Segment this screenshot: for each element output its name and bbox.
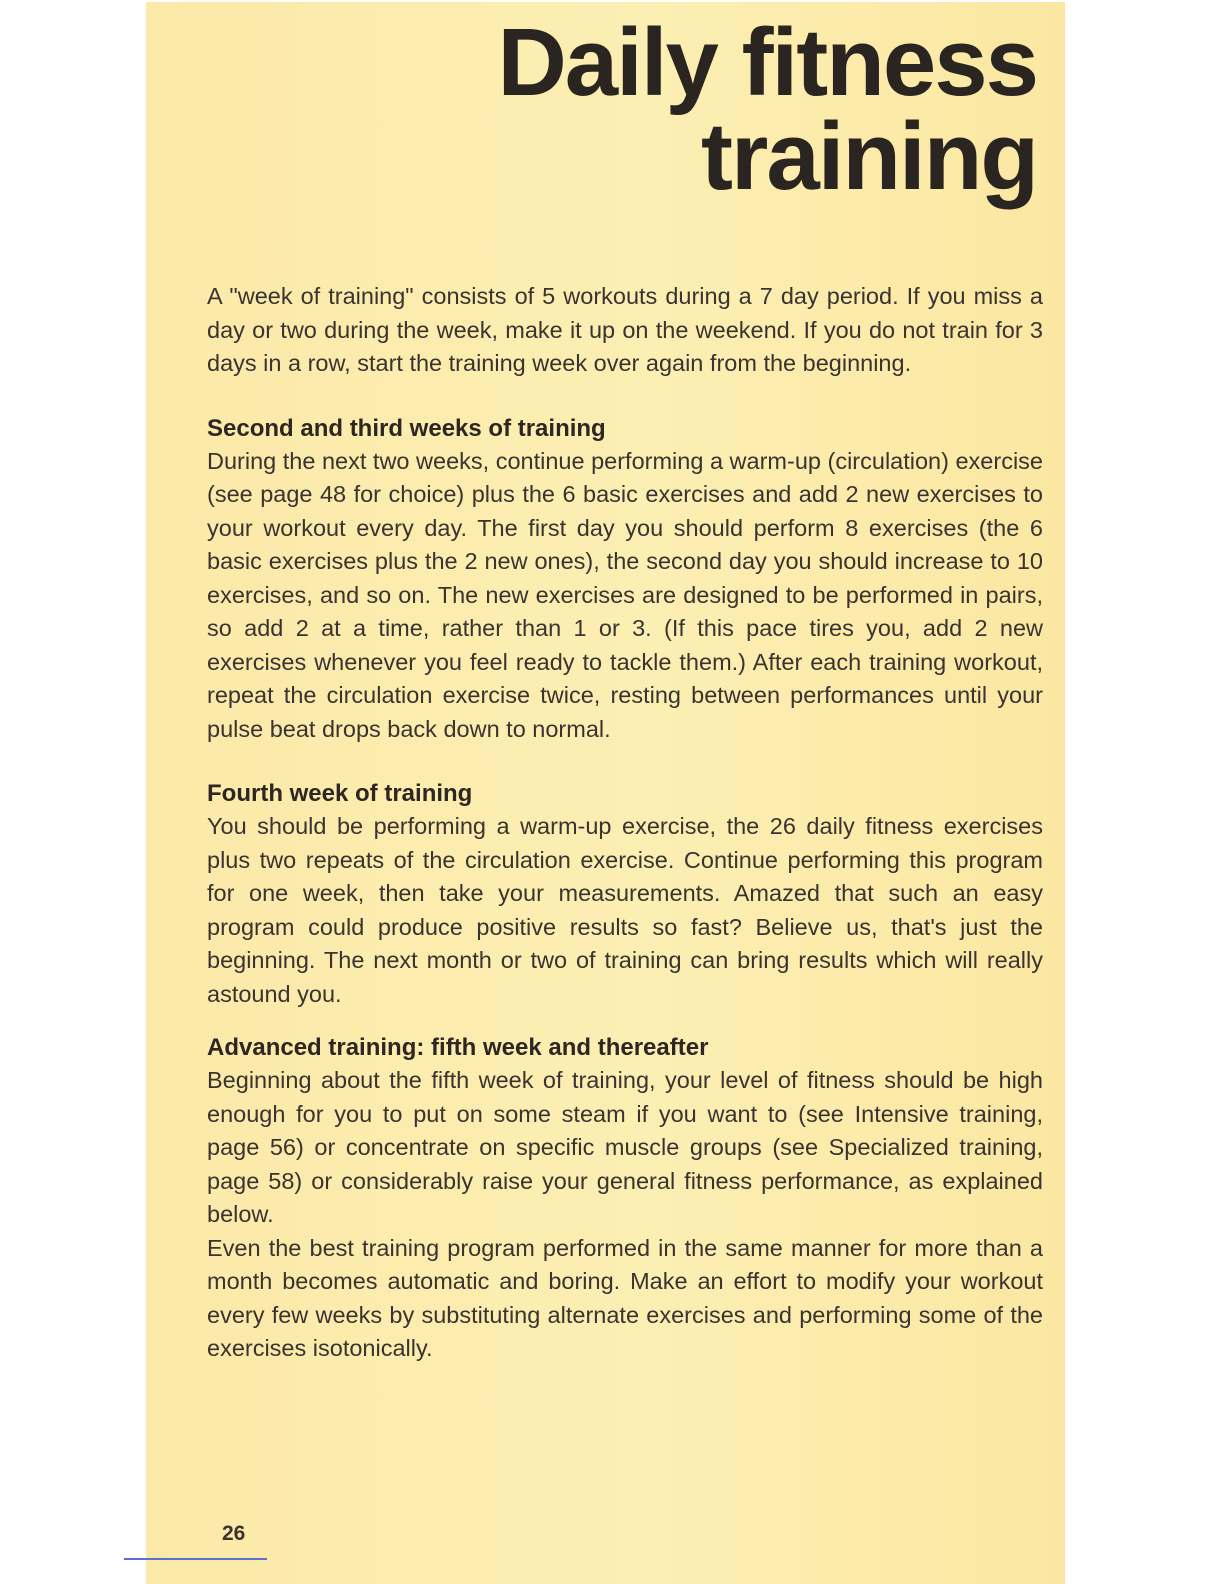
page-body	[207, 280, 1043, 1366]
section-paragraph: Beginning about the fifth week of training, your level of fitness should be high enough for you to put on some steam if you want to (see Intensive training, page 56) or concentrate on specific muscle groups (see Specialized training, page 58) or considerably raise your general fitness performance, as explained below.	[207, 1067, 1043, 1227]
book-page	[146, 2, 1065, 1584]
section-heading: Second and third weeks of training	[207, 414, 606, 442]
section-paragraph: You should be performing a warm-up exercise, the 26 daily fitness exercises plus two repeats of the circulation exercise. Continue performing this program for one week, then take your measurements. Amazed that such an easy program could produce positive results so fast? Believe us, that's just the beginning. The next month or two of training can bring results which will really astound you.	[207, 813, 1043, 1007]
link-underline	[124, 1558, 267, 1560]
section-paragraph: Even the best training program performed in the same manner for more than a month becomes automatic and boring. Make an effort to modify your workout every few weeks by substituting alternate exercises and performing some of the exercises isotonically.	[207, 1234, 1043, 1361]
section-second-third-weeks	[207, 412, 1043, 747]
section-heading: Fourth week of training	[207, 780, 473, 807]
section-paragraph: During the next two weeks, continue performing a warm-up (circulation) exercise (see page 48 for choice) plus the 6 basic exercises and add 2 new exercises to your workout every day. The first day you should perform 8 exercises (the 6 basic exercises plus the 2 new ones), the second day you should increase to 10 exercises, and so on. The new exercises are designed to be performed in pairs, so add 2 at a time, rather than 1 or 3. (If this pace tires you, add 2 new exercises whenever you feel ready to tackle them.) After each training workout, repeat the circulation exercise twice, resting between performances until your pulse beat drops back down to normal.	[207, 447, 1043, 742]
page-title	[497, 9, 1037, 210]
page-number: 26	[222, 1522, 246, 1545]
section-heading: Advanced training: fifth week and thereafter	[207, 1034, 709, 1061]
title-line-1: Daily fitness	[497, 9, 1037, 116]
intro-paragraph: A "week of training" consists of 5 workouts during a 7 day period. If you miss a day or two during the week, make it up on the weekend. If you do not train for 3 days in a row, start the training week over again from the beginning.	[207, 283, 1043, 376]
section-fourth-week	[207, 777, 1043, 1011]
title-line-2: training	[701, 103, 1037, 210]
section-advanced-training	[207, 1031, 1043, 1366]
